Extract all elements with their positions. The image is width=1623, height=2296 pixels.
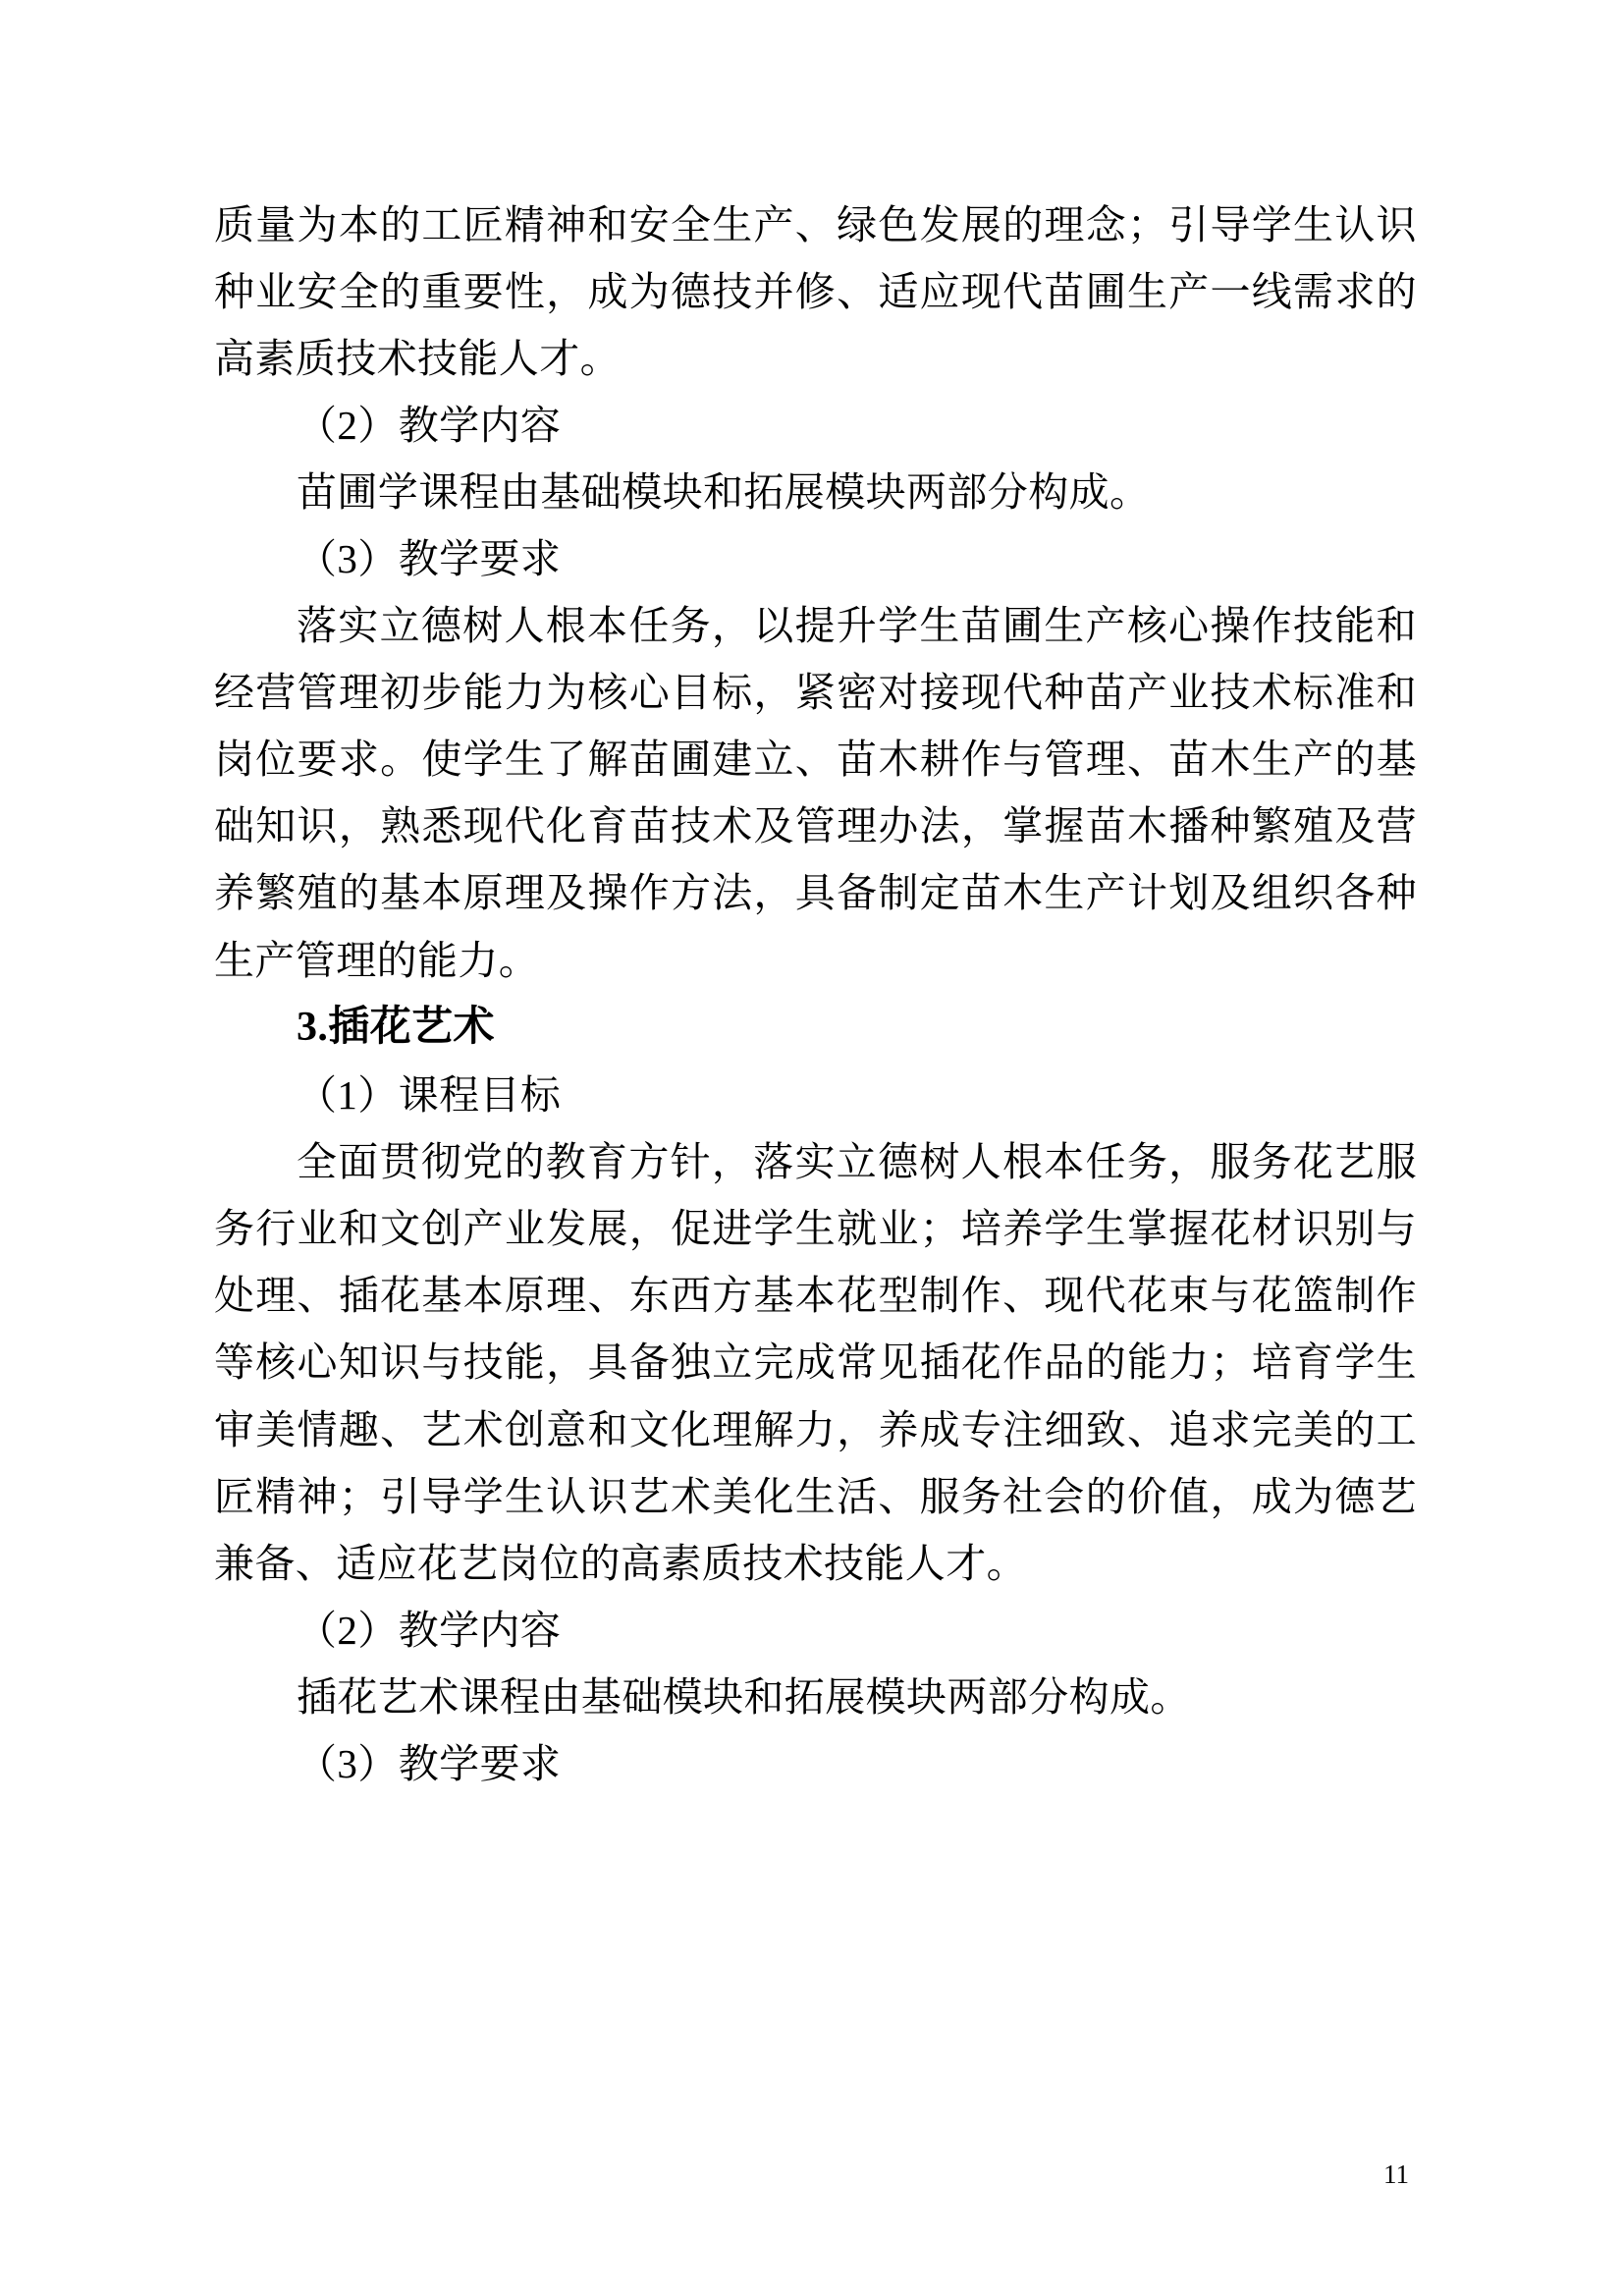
paragraph-teaching-content-label-1: （2）教学内容 [297,403,562,449]
paragraph-continuation: 质量为本的工匠精神和安全生产、绿色发展的理念；引导学生认识种业安全的重要性，成为德技并修、适应现代苗圃生产一线需求的高素质技术技能人才。 [214,202,1417,382]
paragraph-teaching-requirement-label-1: （3）教学要求 [297,536,562,582]
document-body [214,191,1417,1797]
paragraph-course-objective-label: （1）课程目标 [297,1072,562,1119]
paragraph-teaching-content-1: 苗圃学课程由基础模块和拓展模块两部分构成。 [297,469,1151,516]
paragraph-teaching-content-2: 插花艺术课程由基础模块和拓展模块两部分构成。 [297,1673,1191,1720]
paragraph-course-objective: 全面贯彻党的教育方针，落实立德树人根本任务，服务花艺服务行业和文创产业发展，促进学生就业；培养学生掌握花材识别与处理、插花基本原理、东西方基本花型制作、现代花束与花篮制作等核心知识与技能，具备独立完成常见插花作品的能力；培育学生审美情趣、艺术创意和文化理解力，养成专注细致、追求完美的工匠精神；引导学生认识艺术美化生活、服务社会的价值，成为德艺兼备、适应花艺岗位的高素质技术技能人才。 [214,1139,1417,1586]
paragraph-teaching-content-label-2: （2）教学内容 [297,1607,562,1653]
section-heading-flower-arrangement: 3.插花艺术 [297,1004,495,1050]
paragraph-teaching-requirement-1: 落实立德树人根本任务，以提升学生苗圃生产核心操作技能和经营管理初步能力为核心目标，紧密对接现代种苗产业技术标准和岗位要求。使学生了解苗圃建立、苗木耕作与管理、苗木生产的基础知识，熟悉现代化育苗技术及管理办法，掌握苗木播种繁殖及营养繁殖的基本原理及操作方法，具备制定苗木生产计划及组织各种生产管理的能力。 [214,603,1417,983]
page-number: 11 [1383,2159,1409,2189]
paragraph-teaching-requirement-label-2: （3）教学要求 [297,1740,562,1786]
